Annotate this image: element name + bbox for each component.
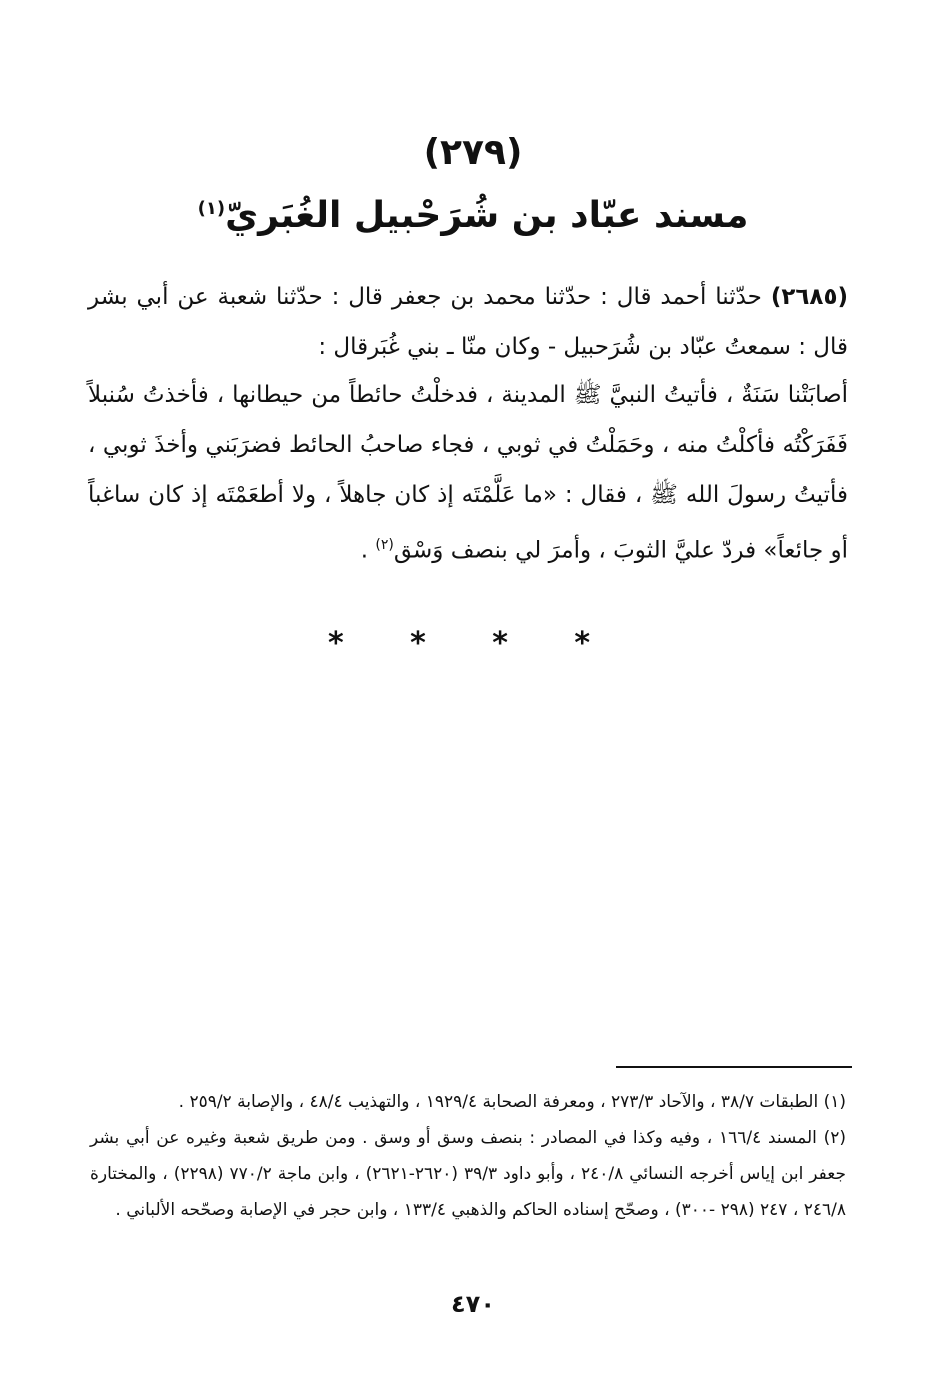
chapter-title — [0, 195, 946, 236]
hadith-matn — [88, 370, 848, 576]
footnote-2: (٢) المسند ١٦٦/٤ ، وفيه وكذا في المصادر : بنصف وسق أو وسق . ومن طريق شعبة وغيره عن أبي بشر جعفر ابن إياس أخرجه النسائي ٢٤٠/٨ ، وأبو داود ٣٩/٣ (٢٦٢٠-٢٦٢١) ، وابن ماجة ٧٧٠/٢ (٢٢٩٨) ، والمختارة ٢٤٦/٨ ، ٢٤٧ (٢٩٨ -٣٠٠) ، وصحّح إسناده الحاكم والذهبي ١٣٣/٤ ، وابن حجر في الإصابة وصحّحه الألباني . — [90, 1128, 846, 1220]
matn-text: أصابَتْنا سَنَةٌ ، فأتيتُ النبيَّ ﷺ المدينة ، فدخلْتُ حائطاً من حيطانها ، فأخذتُ سُنبلاً فَفَرَكْتُه فأكلْتُ منه ، وحَمَلْتُ في ثوبي ، فجاء صاحبُ الحائط فضرَبَني وأخذَ ثوبي ، فأتيتُ رسولَ الله ﷺ ، فقال : «ما عَلَّمْتَه إذ كان جاهلاً ، ولا أطعَمْتَه إذ كان ساغباً أو جائعاً» فردّ عليَّ الثوبَ ، وأمرَ لي بنصف وَسْق — [88, 382, 848, 564]
footnotes — [90, 1084, 846, 1228]
section-separator: * * * * — [327, 626, 619, 661]
matn-footnote-ref: (٢) — [375, 537, 394, 553]
hadith-number: (٢٦٨٥) — [770, 284, 848, 310]
title-footnote-ref: (١) — [197, 198, 226, 219]
isnad-text: حدّثنا أحمد قال : حدّثنا محمد بن جعفر قال : حدّثنا شعبة عن أبي بشر قال : سمعتُ عبّاد بن شُرَحبيل - وكان منّا ـ بني غُبَرقال : — [88, 284, 848, 360]
matn-end: . — [360, 537, 376, 564]
footnote-1: (١) الطبقات ٣٨/٧ ، والآحاد ٢٧٣/٣ ، ومعرفة الصحابة ١٩٢٩/٤ ، والتهذيب ٤٨/٤ ، والإصابة ٢٥٩/٢ . — [178, 1092, 846, 1112]
chapter-title-text: مسند عبّاد بن شُرَحْبيل الغُبَريّ — [225, 195, 749, 236]
footnote-divider — [616, 1066, 852, 1068]
page-number: ٤٧٠ — [451, 1290, 495, 1318]
chapter-number: (٢٧٩) — [423, 132, 523, 173]
hadith-isnad — [88, 272, 848, 372]
